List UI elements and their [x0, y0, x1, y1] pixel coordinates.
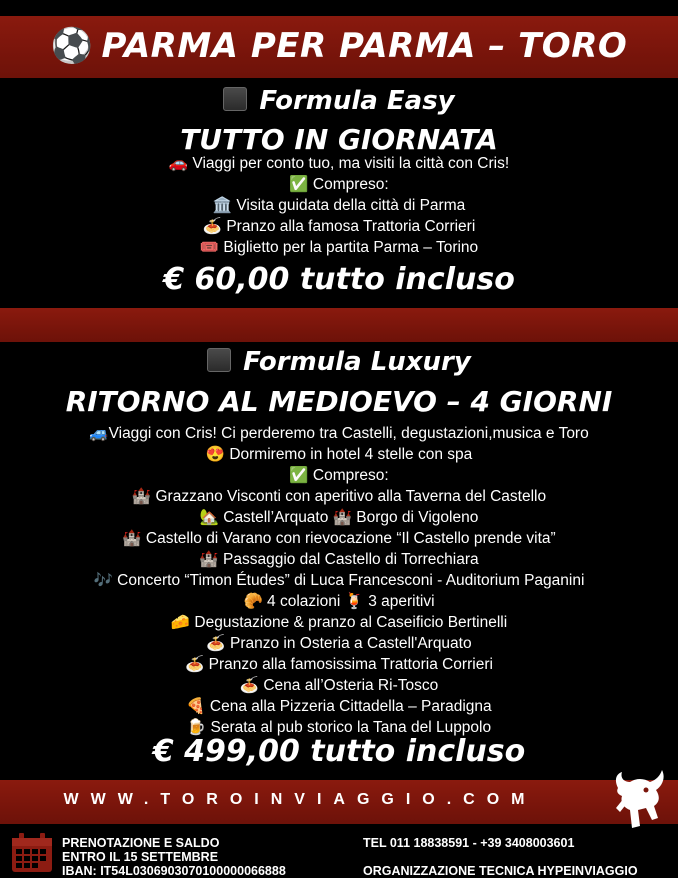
easy-heading: TUTTO IN GIORNATA	[180, 123, 498, 156]
easy-details	[0, 153, 678, 258]
luxury-detail-line: 🍝 Pranzo alla famosissima Trattoria Corrieri	[185, 656, 493, 673]
luxury-formula-title	[0, 347, 678, 377]
easy-detail-line: 🍝 Pranzo alla famosa Trattoria Corrieri	[202, 218, 476, 235]
luxury-detail-line: 🍺 Serata al pub storico la Tana del Luppolo	[186, 719, 492, 736]
luxury-details	[0, 423, 678, 738]
website-link[interactable]: WWW.TOROINVIAGGIO.COM	[63, 791, 537, 808]
luxury-detail-line: 🍕 Cena alla Pizzeria Cittadella – Paradigna	[186, 698, 492, 715]
luxury-detail-line: 😍 Dormiremo in hotel 4 stelle con spa	[205, 446, 473, 463]
luxury-detail-line: 🏰 Castello di Varano con rievocazione “Il Castello prende vita”	[122, 530, 556, 547]
luxury-detail-line: 🍝 Cena all’Osteria Ri-Tosco	[239, 677, 439, 694]
luxury-detail-line: 🏰 Passaggio dal Castello di Torrechiara	[199, 551, 479, 568]
booking-info	[62, 836, 286, 878]
luxury-price: € 499,00 tutto incluso	[152, 734, 526, 769]
bull-logo-icon	[610, 768, 670, 830]
easy-detail-line: 🎟️ Biglietto per la partita Parma – Torino	[199, 239, 479, 256]
easy-detail-line: 🏛️ Visita guidata della città di Parma	[212, 197, 466, 214]
iban: IBAN: IT54L0306903070100000066888	[62, 864, 286, 878]
divider-band	[0, 308, 678, 342]
easy-detail-line: 🚗 Viaggi per conto tuo, ma visiti la città con Cris!	[168, 155, 510, 172]
luxury-detail-line: 🏡 Castell’Arquato 🏰 Borgo di Vigoleno	[199, 509, 479, 526]
luxury-detail-line: 🧀 Degustazione & pranzo al Caseificio Bertinelli	[170, 614, 508, 631]
easy-formula-label: Formula Easy	[259, 86, 455, 116]
luxury-detail-line: 🥐 4 colazioni 🍹 3 aperitivi	[243, 593, 435, 610]
page-title-text: PARMA PER PARMA – TORO	[101, 26, 628, 66]
booking-line-2: ENTRO IL 15 SETTEMBRE	[62, 850, 219, 864]
luxury-heading: RITORNO AL MEDIOEVO – 4 GIORNI	[65, 385, 613, 418]
luxury-formula-label: Formula Luxury	[243, 347, 471, 377]
page-title	[0, 26, 678, 66]
easy-detail-line: ✅ Compreso:	[289, 176, 389, 193]
calendar-icon	[11, 833, 53, 873]
luxury-detail-line: 🍝 Pranzo in Osteria a Castell'Arquato	[206, 635, 472, 652]
luxury-detail-line: 🎶 Concerto “Timon Études” di Luca Francesconi - Auditorium Paganini	[93, 572, 585, 589]
easy-formula-title	[0, 86, 678, 116]
luxury-detail-line: ✅ Compreso:	[289, 467, 389, 484]
luxury-detail-line: 🏰 Grazzano Visconti con aperitivo alla Taverna del Castello	[131, 488, 547, 505]
easy-price: € 60,00 tutto incluso	[163, 262, 515, 297]
organizer: ORGANIZZAZIONE TECNICA HYPEINVIAGGIO	[363, 864, 638, 878]
black-square-icon	[207, 348, 231, 372]
luxury-detail-line: 🚙Viaggi con Cris! Ci perderemo tra Castelli, degustazioni,musica e Toro	[89, 425, 589, 442]
phone-numbers[interactable]: TEL 011 18838591 - +39 3408003601	[363, 836, 575, 850]
soccer-ball-icon: ⚽	[50, 26, 94, 66]
black-square-icon	[223, 87, 247, 111]
contact-info	[363, 836, 638, 878]
booking-line-1: PRENOTAZIONE E SALDO	[62, 836, 220, 850]
